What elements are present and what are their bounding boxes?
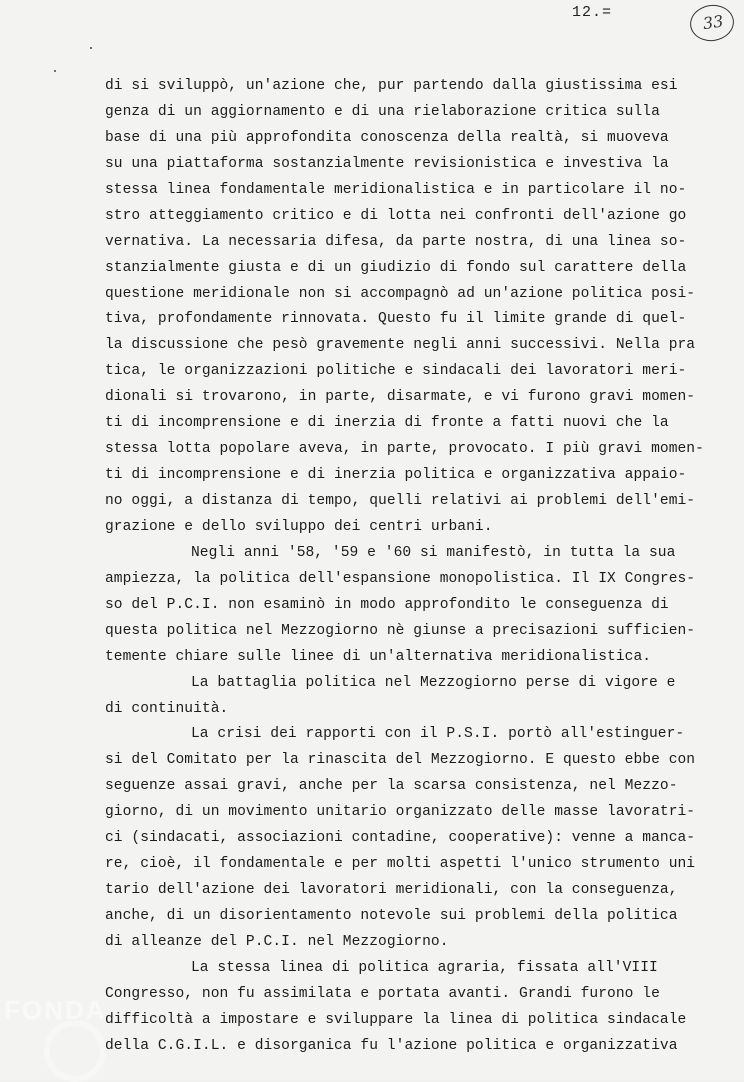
- text-line: ci (sindacati, associazioni contadine, cooperative): venne a manca-: [105, 830, 696, 847]
- text-line: so del P.C.I. non esaminò in modo approfondito le conseguenza di: [105, 596, 669, 613]
- archive-page-number: 33: [701, 11, 725, 34]
- text-line: tario dell'azione dei lavoratori meridionali, con la conseguenza,: [105, 882, 678, 899]
- text-line: vernativa. La necessaria difesa, da parte nostra, di una linea so-: [105, 233, 687, 250]
- text-line: della C.G.I.L. e disorganica fu l'azione politica e organizzativa: [105, 1037, 678, 1054]
- text-line: su una piattaforma sostanzialmente revisionistica e investiva la: [105, 155, 669, 172]
- text-line: Negli anni '58, '59 e '60 si manifestò, in tutta la sua: [191, 544, 676, 561]
- text-line: questa politica nel Mezzogiorno nè giunse a precisazioni sufficien-: [105, 622, 696, 639]
- text-line: seguenze assai gravi, anche per la scarsa consistenza, nel Mezzo-: [105, 778, 678, 795]
- text-line: giorno, di un movimento unitario organizzato delle masse lavoratri-: [105, 804, 696, 821]
- archive-page-stamp: [688, 2, 737, 44]
- text-line: tiva, profondamente rinnovata. Questo fu il limite grande di quel-: [105, 311, 687, 328]
- text-line: genza di un aggiornamento e di una rielaborazione critica sulla: [105, 103, 660, 120]
- archive-watermark: FONDA: [4, 995, 107, 1025]
- paper-speck: [90, 47, 92, 49]
- text-line: no oggi, a distanza di tempo, quelli relativi ai problemi dell'emi-: [105, 493, 696, 509]
- text-line: grazione e dello sviluppo dei centri urbani.: [105, 518, 493, 535]
- text-line: temente chiare sulle linee di un'alternativa meridionalistica.: [105, 648, 652, 665]
- text-line: stanzialmente giusta e di un giudizio di fondo sul carattere della: [105, 259, 687, 276]
- text-line: di alleanze del P.C.I. nel Mezzogiorno.: [105, 933, 449, 950]
- text-line: La battaglia politica nel Mezzogiorno perse di vigore e: [191, 674, 676, 691]
- text-line: la discussione che pesò gravemente negli anni successivi. Nella pra: [105, 337, 696, 354]
- text-line: difficoltà a impostare e sviluppare la linea di politica sindacale: [105, 1011, 687, 1028]
- text-line: ampiezza, la politica dell'espansione monopolistica. Il IX Congres-: [105, 570, 696, 587]
- text-line: anche, di un disorientamento notevole sui problemi della politica: [105, 908, 678, 924]
- page-number: 12.=: [572, 4, 613, 21]
- body-text: [105, 74, 705, 1060]
- text-line: questione meridionale non si accompagnò ad un'azione politica posi-: [105, 285, 696, 302]
- paper-speck: [54, 70, 56, 72]
- text-line: La stessa linea di politica agraria, fissata all'VIII: [191, 959, 658, 976]
- text-line: stessa linea fondamentale meridionalistica e in particolare il no-: [105, 181, 687, 198]
- text-line: Congresso, non fu assimilata e portata avanti. Grandi furono le: [105, 985, 660, 1002]
- text-line: re, cioè, il fondamentale e per molti aspetti l'unico strumento uni: [105, 856, 696, 873]
- text-line: stro atteggiamento critico e di lotta nei confronti dell'azione go: [105, 207, 687, 224]
- text-line: tica, le organizzazioni politiche e sindacali dei lavoratori meri-: [105, 363, 687, 380]
- watermark-logo: [44, 1020, 106, 1082]
- text-line: ti di incomprensione e di inerzia politica e organizzativa appaio-: [105, 467, 687, 484]
- text-line: La crisi dei rapporti con il P.S.I. portò all'estinguer-: [191, 726, 685, 743]
- text-line: si del Comitato per la rinascita del Mezzogiorno. E questo ebbe con: [105, 752, 696, 769]
- text-line: stessa lotta popolare aveva, in parte, provocato. I più gravi momen-: [105, 441, 704, 458]
- text-line: di continuità.: [105, 700, 229, 717]
- text-line: di si sviluppò, un'azione che, pur partendo dalla giustissima esi: [105, 78, 678, 94]
- text-line: dionali si trovarono, in parte, disarmate, e vi furono gravi momen-: [105, 389, 696, 406]
- text-line: ti di incomprensione e di inerzia di fronte a fatti nuovi che la: [105, 415, 669, 432]
- text-line: base di una più approfondita conoscenza della realtà, si muoveva: [105, 129, 669, 146]
